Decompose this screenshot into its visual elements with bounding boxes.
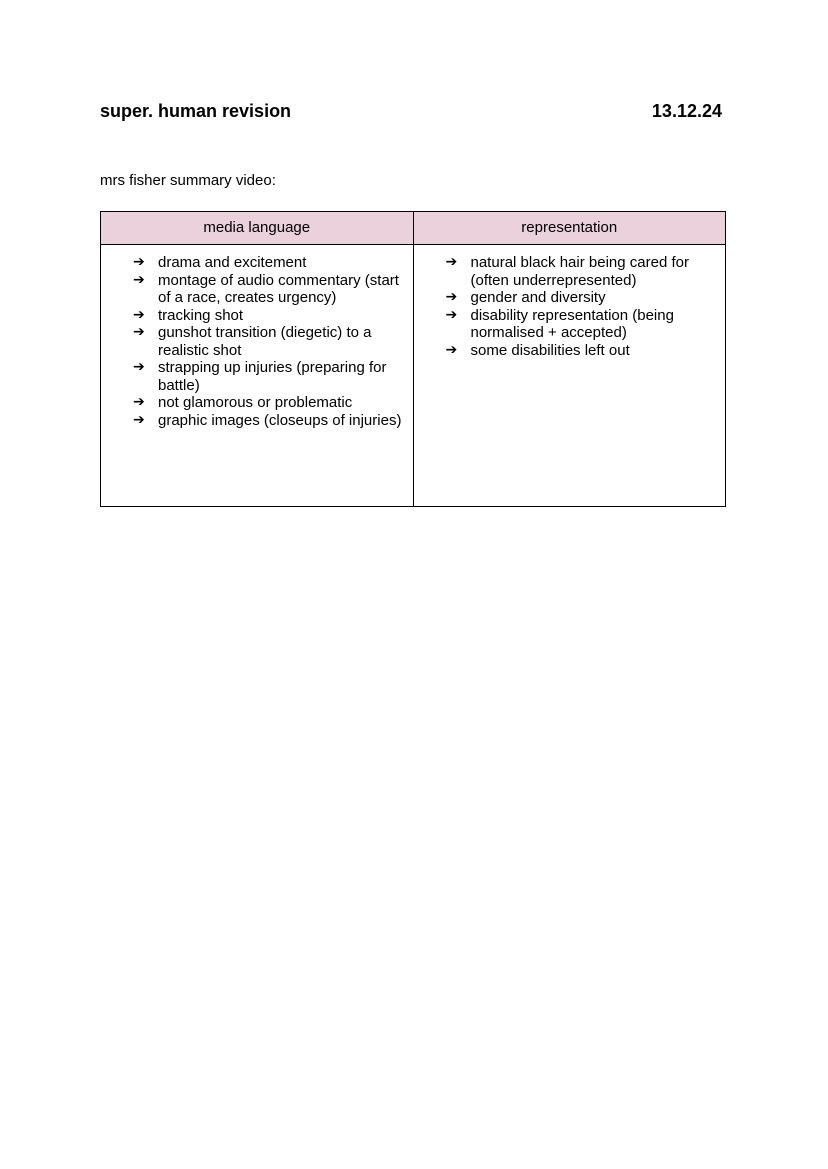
arrow-right-icon: ➔	[445, 306, 458, 323]
document-date: 13.12.24	[651, 101, 722, 121]
media-language-list	[131, 254, 407, 429]
list-item	[131, 359, 407, 394]
arrow-right-icon: ➔	[445, 254, 458, 270]
list-item	[444, 254, 720, 289]
list-item	[444, 289, 720, 307]
list-item-text: drama and excitement	[158, 254, 307, 271]
list-item-text: natural black hair being cared for (often underrepresented)	[470, 254, 689, 289]
list-item-text: not glamorous or problematic	[158, 394, 353, 411]
list-item	[131, 394, 407, 412]
list-item	[131, 254, 407, 272]
document-title: super. human revision	[100, 101, 292, 121]
arrow-right-icon: ➔	[133, 271, 145, 288]
arrow-right-icon: ➔	[133, 411, 145, 428]
list-item-text: gunshot transition (diegetic) to a realistic shot	[158, 324, 372, 359]
representation-cell	[413, 245, 726, 507]
arrow-right-icon: ➔	[133, 324, 145, 340]
column-header-representation: representation	[413, 212, 726, 245]
representation-list	[444, 254, 720, 359]
list-item-text: some disabilities left out	[470, 341, 630, 359]
arrow-right-icon: ➔	[445, 289, 458, 305]
list-item-text: montage of audio commentary (start of a race, creates urgency)	[158, 271, 399, 306]
list-item	[131, 307, 407, 325]
notes-table	[100, 211, 726, 507]
list-item-text: graphic images (closeups of injuries)	[158, 411, 402, 429]
arrow-right-icon: ➔	[133, 306, 145, 323]
list-item-text: gender and diversity	[470, 289, 606, 306]
list-item	[131, 272, 407, 307]
table-header-row	[101, 212, 726, 245]
list-item-text: disability representation (being normalised + accepted)	[470, 306, 674, 341]
list-item	[444, 307, 720, 342]
column-header-media-language: media language	[101, 212, 414, 245]
arrow-right-icon: ➔	[445, 341, 458, 358]
list-item-text: tracking shot	[158, 306, 244, 324]
list-item	[131, 324, 407, 359]
section-subtitle: mrs fisher summary video:	[100, 172, 276, 189]
list-item-text: strapping up injuries (preparing for battle)	[158, 359, 387, 394]
media-language-cell	[101, 245, 414, 507]
arrow-right-icon: ➔	[133, 254, 145, 270]
arrow-right-icon: ➔	[133, 394, 145, 410]
arrow-right-icon: ➔	[133, 359, 145, 375]
list-item	[131, 412, 407, 430]
list-item	[444, 342, 720, 360]
table-body-row	[101, 245, 726, 507]
